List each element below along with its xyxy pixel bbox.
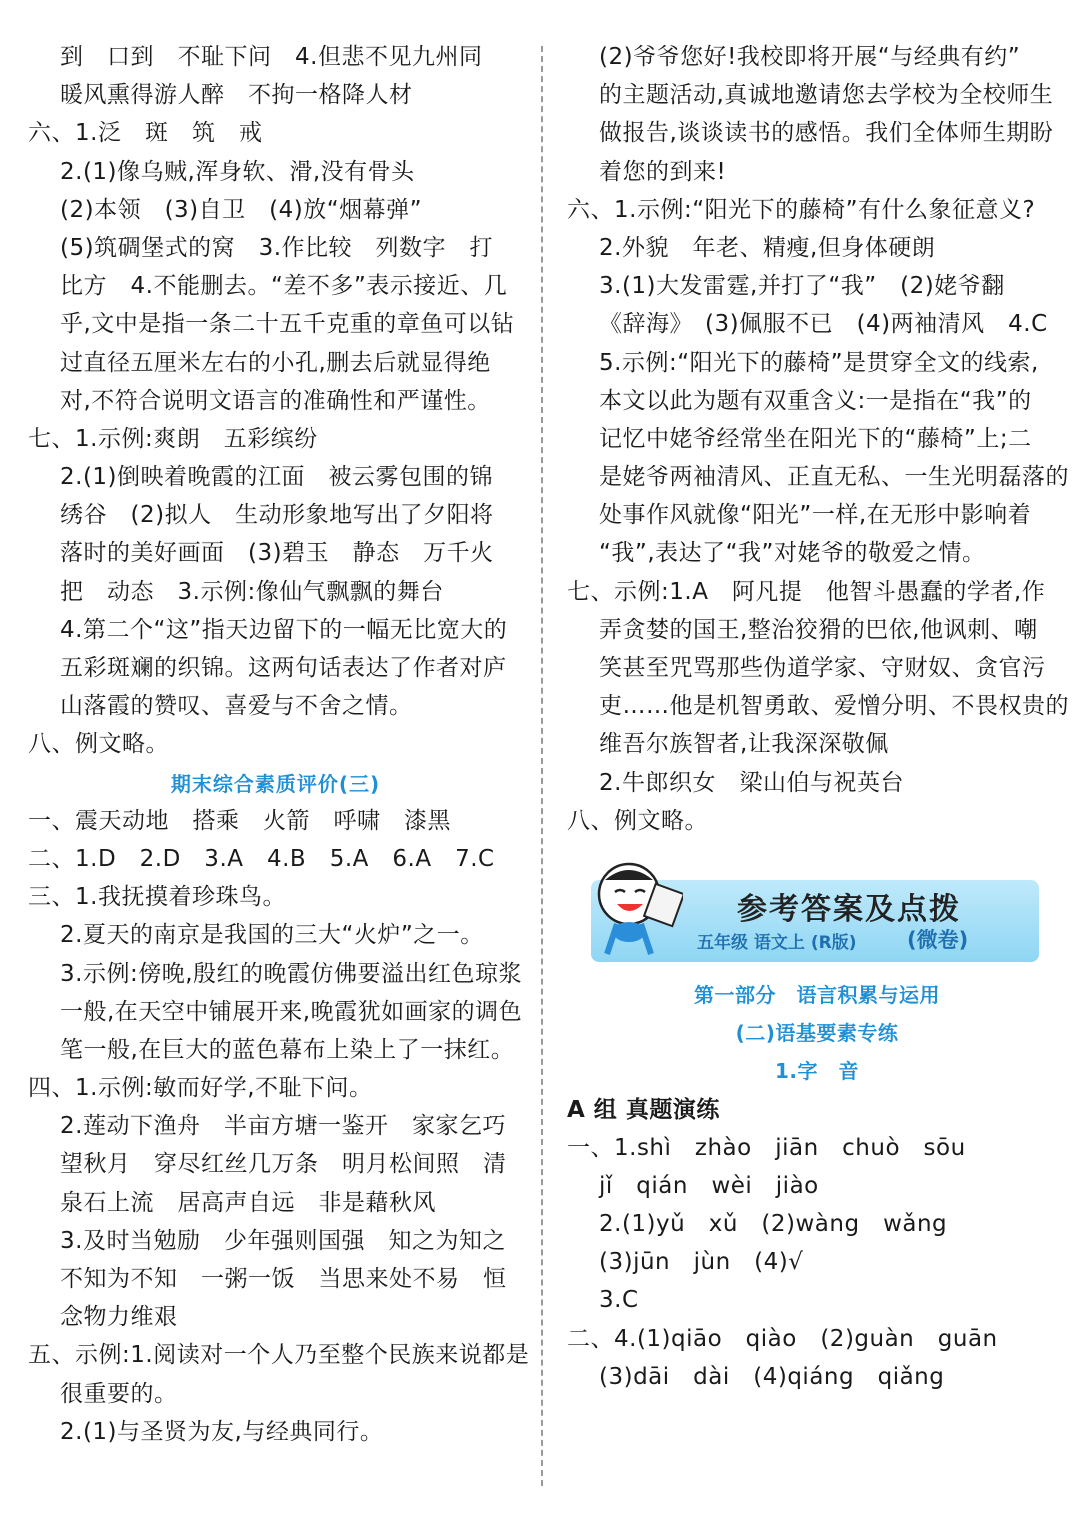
answer-line: 三、1.我抚摸着珍珠鸟。 — [28, 884, 286, 911]
answer-line: 笑甚至咒骂那些伪道学家、守财奴、贪官污 — [599, 655, 1046, 681]
answer-line: 5.示例:“阳光下的藤椅”是贯穿全文的线索, — [599, 349, 1039, 376]
answer-line: “我”,表达了“我”对姥爷的敬爱之情。 — [599, 540, 986, 567]
answer-line: 八、例文略。 — [28, 731, 169, 758]
right-bottom-answers — [567, 976, 1067, 1396]
answer-line: 念物力维艰 — [60, 1304, 178, 1331]
answer-line: 记忆中姥爷经常坐在阳光下的“藤椅”上;二 — [599, 425, 1032, 452]
left-column — [28, 38, 530, 1451]
answer-line: (2)本领 (3)自卫 (4)放“烟幕弹” — [60, 196, 423, 223]
answer-line: 3.及时当勉励 少年强则国强 知之为知之 — [60, 1227, 506, 1254]
answer-line: 2.外貌 年老、精瘦,但身体硬朗 — [599, 234, 936, 261]
answer-line: 七、1.示例:爽朗 五彩缤纷 — [28, 425, 318, 452]
answer-line: 1.字 音 — [774, 1059, 859, 1084]
answer-line: 是姥爷两袖清风、正直无私、一生光明磊落的 — [599, 464, 1069, 491]
answer-line: 绣谷 (2)拟人 生动形象地写出了夕阳将 — [60, 502, 494, 529]
right-top-answers — [567, 38, 1067, 840]
answer-line: 六、1.泛 斑 筑 戒 — [28, 120, 263, 147]
answer-line: 二、1.D 2.D 3.A 4.B 5.A 6.A 7.C — [28, 845, 495, 872]
answer-line: 五、示例:1.阅读对一个人乃至整个民族来说都是 — [28, 1342, 530, 1369]
answer-line: 山落霞的赞叹、喜爱与不舍之情。 — [60, 693, 413, 720]
answer-line: 落时的美好画面 (3)碧玉 静态 万千火 — [60, 540, 494, 567]
banner-subtitle: 五年级 语文上 (R版) — [697, 932, 857, 953]
answer-line: 对,不符合说明文语言的准确性和严谨性。 — [60, 387, 491, 414]
answer-line: 期末综合素质评价(三) — [170, 771, 381, 796]
answer-line: 2.莲动下渔舟 半亩方塘一鉴开 家家乞巧 — [60, 1113, 506, 1140]
answer-line: 八、例文略。 — [567, 807, 708, 834]
answer-line: 2.(1)与圣贤为友,与经典同行。 — [60, 1418, 384, 1445]
answer-line: 七、示例:1.A 阿凡提 他智斗愚蠢的学者,作 — [567, 578, 1046, 605]
answer-line: 的主题活动,真诚地邀请您去学校为全校师生 — [599, 82, 1054, 109]
answer-line: 3.示例:傍晚,殷红的晚霞仿佛要溢出红色琼浆 — [60, 960, 523, 987]
answer-line: 乎,文中是指一条二十五千克重的章鱼可以钻 — [60, 311, 515, 338]
answer-line: 五彩斑斓的织锦。这两句话表达了作者对庐 — [60, 655, 507, 681]
answer-line: 暖风熏得游人醉 不拘一格降人材 — [60, 82, 413, 109]
answer-line: 二、4.(1)qiāo qiào (2)guàn guān — [567, 1325, 998, 1352]
right-column — [567, 38, 1067, 1396]
answer-banner — [567, 858, 1067, 970]
answer-line: 2.夏天的南京是我国的三大“火炉”之一。 — [60, 922, 484, 949]
answer-line: 第一部分 语言积累与运用 — [694, 982, 940, 1007]
answer-line: (3)dāi dài (4)qiáng qiǎng — [599, 1363, 945, 1390]
answer-line: 过直径五厘米左右的小孔,删去后就显得绝 — [60, 349, 491, 376]
answer-line: 六、1.示例:“阳光下的藤椅”有什么象征意义? — [567, 196, 1036, 223]
answer-line: (二)语基要素专练 — [735, 1021, 899, 1046]
answer-line: 维吾尔族智者,让我深深敬佩 — [599, 731, 889, 758]
answer-line: 本文以此为题有双重含义:一是指在“我”的 — [599, 387, 1032, 414]
answer-line: 4.第二个“这”指天边留下的一幅无比宽大的 — [60, 616, 508, 643]
mascot-icon — [587, 858, 683, 958]
answer-line: A 组 真题演练 — [567, 1096, 720, 1123]
answer-line: 《辞海》 (3)佩服不已 (4)两袖清风 4.C — [599, 311, 1048, 338]
answer-line: 着您的到来! — [599, 158, 727, 185]
answer-line: 弄贪婪的国王,整治狡猾的巴依,他讽刺、嘲 — [599, 616, 1038, 643]
answer-line: 2.(1)倒映着晚霞的江面 被云雾包围的锦 — [60, 464, 494, 491]
answer-line: jǐ qián wèi jiào — [599, 1172, 819, 1199]
answer-line: 处事作风就像“阳光”一样,在无形中影响着 — [599, 502, 1032, 529]
answer-line: 一、1.shì zhào jiān chuò sōu — [567, 1134, 966, 1161]
answer-line: 泉石上流 居高声自远 非是藉秋风 — [60, 1189, 436, 1216]
answer-line: 比方 4.不能删去。“差不多”表示接近、几 — [60, 273, 508, 300]
answer-line: 很重要的。 — [60, 1380, 178, 1407]
answer-line: 把 动态 3.示例:像仙气飘飘的舞台 — [60, 578, 444, 605]
answer-line: 做报告,谈谈读书的感悟。我们全体师生期盼 — [599, 120, 1054, 147]
answer-line: 3.C — [599, 1287, 639, 1314]
answer-line: (2)爷爷您好!我校即将开展“与经典有约” — [599, 44, 1021, 70]
answer-line: 一、震天动地 搭乘 火箭 呼啸 漆黑 — [28, 807, 451, 834]
column-divider — [541, 46, 543, 1486]
banner-title: 参考答案及点拨 — [737, 891, 961, 927]
answer-line: 不知为不知 一粥一饭 当思来处不易 恒 — [60, 1266, 507, 1292]
answer-line: 3.(1)大发雷霆,并打了“我” (2)姥爷翻 — [599, 273, 1005, 300]
answer-line: 望秋月 穿尽红丝几万条 明月松间照 清 — [60, 1151, 507, 1178]
answer-line: 一般,在天空中铺展开来,晚霞犹如画家的调色 — [60, 998, 523, 1025]
answer-line: 到 口到 不耻下问 4.但悲不见九州同 — [60, 44, 483, 70]
answer-line: 2.(1)yǔ xǔ (2)wàng wǎng — [599, 1211, 948, 1238]
answer-line: (3)jūn jùn (4)√ — [599, 1249, 804, 1276]
answer-line: 四、1.示例:敏而好学,不耻下问。 — [28, 1075, 373, 1102]
answer-line: 2.牛郎织女 梁山伯与祝英台 — [599, 769, 904, 796]
answer-line: 吏……他是机智勇敢、爱憎分明、不畏权贵的 — [599, 693, 1069, 720]
answer-line: 笔一般,在巨大的蓝色幕布上染上了一抹红。 — [60, 1036, 515, 1063]
banner-tag: (微卷) — [907, 927, 969, 952]
answer-line: (5)筑碉堡式的窝 3.作比较 列数字 打 — [60, 234, 494, 261]
answer-line: 2.(1)像乌贼,浑身软、滑,没有骨头 — [60, 158, 415, 185]
